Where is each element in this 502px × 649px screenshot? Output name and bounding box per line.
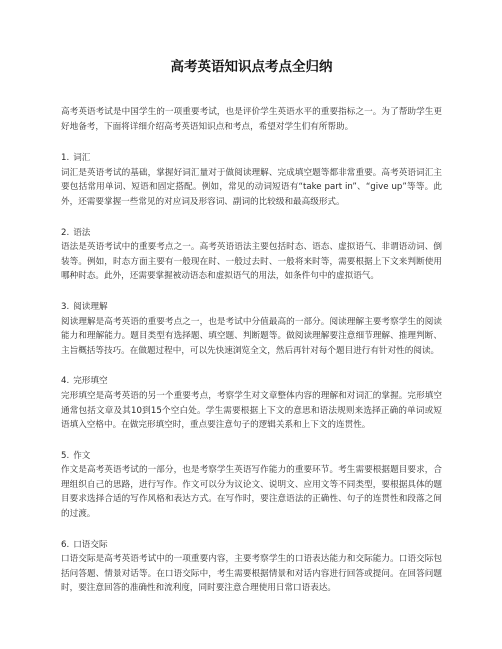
section-number: 6.	[61, 539, 70, 550]
section-heading-text: 语法	[73, 227, 91, 238]
section-vocabulary	[61, 151, 442, 209]
section-speaking	[61, 538, 442, 596]
section-heading-text: 完形填空	[73, 376, 108, 387]
document-title: 高考英语知识点考点全归纳	[170, 59, 333, 75]
section-grammar	[61, 226, 442, 284]
section-number: 4.	[61, 376, 70, 387]
section-heading	[61, 226, 442, 241]
section-heading-text: 词汇	[73, 153, 91, 164]
section-heading	[61, 538, 442, 553]
section-heading	[61, 374, 442, 389]
section-reading	[61, 300, 442, 358]
intro-paragraph: 高考英语考试是中国学生的一项重要考试，也是评价学生英语水平的重要指标之一。为了帮助学生更好地备考，下面将详细介绍高考英语知识点和考点，希望对学生们有所帮助。	[61, 107, 442, 132]
section-body: 口语交际是高考英语考试中的一项重要内容，主要考察学生的口语表达能力和交际能力。口语交际包括问答题、情景对话等。在口语交际中，考生需要根据情景和对话内容进行回答或提问。在回答问题时，要注意回答的准确性和流利度，同时要注意合理使用日常口语表达。	[61, 554, 442, 594]
section-number: 2.	[61, 227, 70, 238]
section-body: 词汇是英语考试的基础，掌握好词汇量对于做阅读理解、完成填空题等都非常重要。高考英语词汇主要包括常用单词、短语和固定搭配。例如，常见的动词短语有“take part in”、“give up”等等。此外，还需要掌握一些常见的对应词及形容词、副词的比较级和最高级形式。	[61, 167, 442, 207]
section-heading	[61, 449, 442, 464]
section-body: 语法是英语考试中的重要考点之一。高考英语语法主要包括时态、语态、虚拟语气、非谓语动词、倒装等。例如，时态方面主要有一般现在时、一般过去时、一般将来时等，需要根据上下文来判断使用哪种时态。此外，还需要掌握被动语态和虚拟语气的用法，如条件句中的虚拟语气。	[61, 242, 442, 282]
section-number: 3.	[61, 301, 70, 312]
section-number: 5.	[61, 450, 70, 461]
section-heading	[61, 300, 442, 315]
section-heading	[61, 151, 442, 166]
section-writing	[61, 449, 442, 522]
section-cloze	[61, 374, 442, 432]
section-heading-text: 阅读理解	[73, 301, 108, 312]
section-number: 1.	[61, 153, 70, 164]
section-heading-text: 口语交际	[73, 539, 108, 550]
section-body: 阅读理解是高考英语的重要考点之一，也是考试中分值最高的一部分。阅读理解主要考察学生的阅读能力和理解能力。题目类型有选择题、填空题、判断题等。做阅读理解要注意细节理解、推理判断、主旨概括等技巧。在做题过程中，可以先快速浏览全文，然后再针对每个题目进行有针对性的阅读。	[61, 316, 442, 356]
section-body: 作文是高考英语考试的一部分，也是考察学生英语写作能力的重要环节。考生需要根据题目要求，合理组织自己的思路，进行写作。作文可以分为议论文、说明文、应用文等不同类型，要根据具体的题目要求选择合适的写作风格和表达方式。在写作时，要注意语法的正确性、句子的连贯性和段落之间的过渡。	[61, 465, 442, 520]
section-heading-text: 作文	[73, 450, 91, 461]
section-body: 完形填空是高考英语的另一个重要考点，考察学生对文章整体内容的理解和对词汇的掌握。完形填空通常包括文章及其10到15个空白处。学生需要根据上下文的意思和语法规则来选择正确的单词或短语填入空格中。在做完形填空时，重点要注意句子的逻辑关系和上下文的连贯性。	[61, 390, 442, 431]
